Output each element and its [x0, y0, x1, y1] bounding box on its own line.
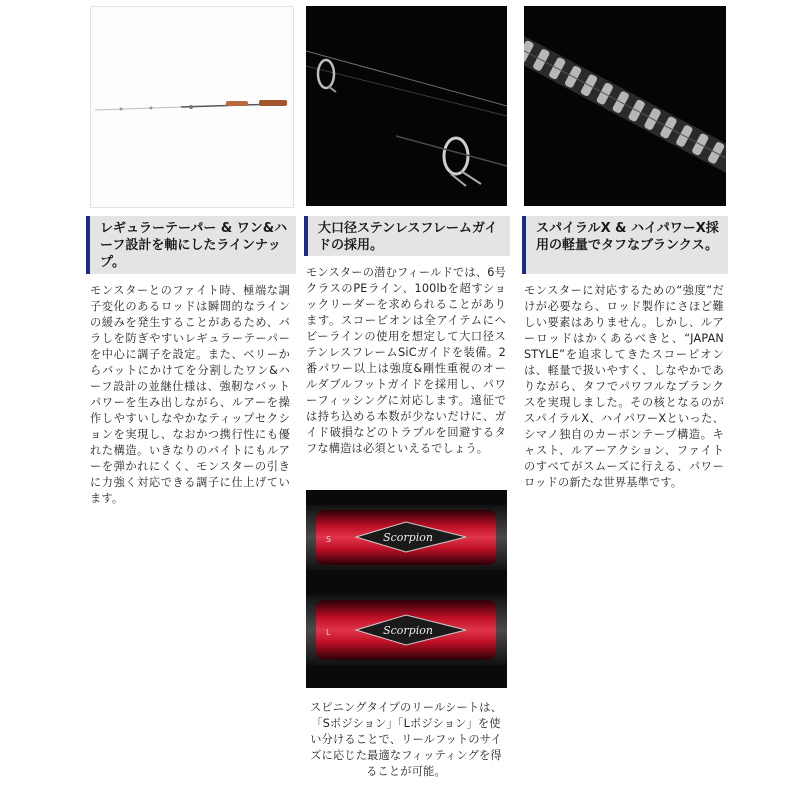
guide-illustration: [306, 6, 507, 206]
section-heading: レギュラーテーパー & ワン&ハーフ設計を軸にしたラインナップ。: [86, 216, 296, 274]
reel-seat-caption: スピニングタイプのリールシートは、「Sポジション」「Lポジション」を使い分けることで、リールフットのサイズに応じた最適なフィッティングを得ることが可能。: [309, 701, 503, 778]
blank-photo: [524, 6, 726, 206]
blank-texture-illustration: [524, 6, 726, 206]
section-heading: 大口径ステンレスフレームガイドの採用。: [304, 216, 510, 256]
reel-seat-photo: [306, 490, 507, 688]
position-mark: S: [326, 535, 332, 544]
guide-photo: [306, 6, 507, 206]
section-body: モンスターに対応するための“強度”だけが必要なら、ロッド製作にさほど難しい要素はありません。しかし、ルアーロッドはかくあるべきと、“JAPAN STYLE”を追求してきたスコーピオンは、軽量で扱いやすく、しなやかでありながら、タフでパワフルなブランクスを実現しました。その核となるのがスパイラルX、ハイパワーXといった、シマノ独自のカーボンテープ構造。キャスト、ルアーアクション、ファイトのすべてがスムーズに行える、パワーロッドの新たな世界基準です。: [524, 284, 724, 489]
section-heading: スパイラルX & ハイパワーX採用の軽量でタフなブランクス。: [522, 216, 728, 274]
reel-seat-illustration: [306, 490, 507, 688]
position-mark: L: [326, 628, 331, 637]
section-body: モンスターの潜むフィールドでは、6号クラスのPEライン、100lbを超すショックリーダーを求められることがあります。スコーピオンは全アイテムにヘビーラインの使用を想定して大口径ステンレスフレームSiCガイドを装備。2番パワー以上は強度&剛性重視のオールダブルフットガイドを採用し、パワーフィッシングに対応します。遠征では持ち込める本数が少ないだけに、ガイド破損などのトラブルを回避するタフな構造は必須といえるでしょう。: [306, 266, 506, 455]
scorpion-logo: Scorpion: [383, 531, 433, 544]
rod-photo: [90, 6, 294, 208]
scorpion-logo: Scorpion: [383, 624, 433, 637]
rod-illustration: [91, 7, 293, 207]
section-body: モンスターとのファイト時、極端な調子変化のあるロッドは瞬間的なラインの緩みを発生することがあるため、バラしを防ぎやすいレギュラーテーパーを中心に調子を設定。また、ベリーからバットにかけてを分割したワン&ハーフ設計の並継仕様は、強靭なバットパワーを生み出しながら、ルアーを操作しやすいしなやかなティップセクションを実現し、なおかつ携行性にも優れた構造。いきなりのバイトにもルアーを弾かれにくく、モンスターの引きに力強く対応できる調子に仕上げています。: [90, 284, 290, 505]
